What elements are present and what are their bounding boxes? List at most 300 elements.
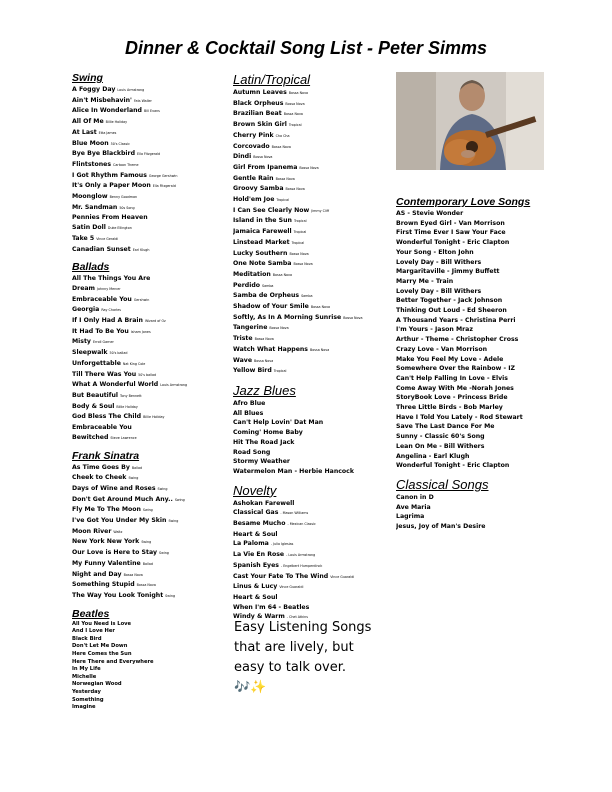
section-beatles [72,608,232,712]
song-item [233,345,393,356]
song-note: Ray Charles [101,308,121,313]
guitarist-photo [396,72,544,170]
song-title: All Blues [233,409,264,417]
song-title: Dindi [233,153,252,161]
song-note: Ella Fitzgerald [152,184,176,189]
song-item [233,238,393,249]
song-item [396,238,556,248]
song-item [233,438,393,448]
song-title: Cheek to Cheek [72,474,127,482]
song-item [72,370,232,381]
song-item [233,206,393,217]
song-title: Bye Bye Blackbird [72,150,136,158]
song-title: Crazy Love - Van Morrison [396,345,488,353]
song-item [72,697,232,705]
song-title: Spanish Eyes [233,561,279,569]
song-title: Norwegian Wood [72,681,122,688]
song-item [233,572,393,583]
song-title: Something Stupid [72,581,135,589]
song-item [396,461,556,471]
song-title: Embraceable You [72,424,132,432]
song-item [72,433,232,444]
song-title: Flintstones [72,160,112,168]
song-item [233,99,393,110]
song-title: Besame Mucho [233,520,286,528]
song-item [72,402,232,413]
section-heading: Classical Songs [396,476,489,492]
song-note: Tropical [293,230,307,235]
song-item [233,227,393,238]
song-title: AS - Stevie Wonder [396,210,464,217]
song-note: Bossa Nova [283,112,303,117]
song-note: Cha Cha [275,133,290,138]
song-title: At Last [72,128,97,136]
song-note: Samba [262,283,274,288]
song-title: Here There and Everywhere [72,658,154,665]
song-note: Swing [165,593,176,598]
song-title: Somewhere Over the Rainbow - IZ [396,365,516,373]
song-note: Bossa Nova [136,583,156,588]
song-title: Autumn Leaves [233,89,287,96]
section-heading: Frank Sinatra [72,449,140,462]
guitarist-photo-icon [396,72,544,170]
song-item [233,356,393,367]
song-item [233,291,393,302]
song-list [233,499,393,623]
song-note: Bossa Nova [293,262,313,267]
song-item [233,530,393,540]
song-title: My Funny Valentine [72,559,141,567]
song-title: Angelina - Earl Klugh [396,452,470,460]
song-item [233,88,393,99]
song-title: Softly, As In A Morning Sunrise [233,313,342,321]
song-title: First Time Ever I Saw Your Face [396,229,506,237]
song-title: Wave [233,356,253,364]
section-jazz-blues [233,383,393,477]
song-note: Bossa Nova [269,326,289,331]
song-note: Swing [142,508,153,513]
song-title: Sunny - Classic 60's Song [396,433,485,441]
song-item [396,306,556,316]
song-title: Your Song - Elton John [396,248,474,256]
song-item [396,503,556,513]
song-item [72,628,232,636]
song-title: Stormy Weather [233,458,290,466]
song-item [72,245,232,256]
song-item [233,399,393,409]
song-note: Isham Jones [130,329,151,334]
song-title: Brazilian Beat [233,110,282,118]
song-title: Samba de Orpheus [233,292,300,300]
song-title: Perdido [233,281,261,289]
song-note: Swing [158,551,169,556]
song-title: What A Wonderful World [72,381,159,389]
song-item [72,181,232,192]
song-note: Bossa Nova [285,187,305,192]
song-title: Black Orpheus [233,99,284,107]
song-title: Misty [72,338,91,346]
song-item [72,505,232,516]
song-title: Ave Maria [396,503,431,511]
song-title: Brown Eyed Girl - Van Morrison [396,219,505,227]
song-note: Vince Guaraldi [279,585,304,590]
song-title: Yellow Bird [233,367,272,375]
song-item [72,359,232,370]
song-title: Shadow of Your Smile [233,303,309,311]
song-item [233,519,393,530]
song-title: Lucky Southern [233,249,288,257]
song-item [72,337,232,348]
song-title: Michelle [72,673,97,680]
song-note: Etta James [98,130,117,135]
song-item [396,374,556,384]
song-note: Vince Geraldi [96,236,119,241]
song-title: Cast Your Fate To The Wind [233,572,329,580]
song-title: I've Got You Under My Skin [72,517,167,525]
song-title: As Time Goes By [72,463,130,471]
song-list [72,85,232,255]
song-title: Gentle Rain [233,174,274,182]
song-title: And I Love Her [72,628,115,635]
song-item [72,234,232,245]
song-list [72,621,232,712]
song-item [72,473,232,484]
song-title: Canadian Sunset [72,245,131,253]
song-note: Steve Lawrence [110,435,137,440]
song-title: Here Comes the Sun [72,651,132,658]
song-item [396,393,556,403]
song-title: Island in the Sun [233,217,292,225]
song-title: Marry Me - Train [396,277,454,285]
song-item [396,413,556,423]
section-latin-tropical [233,72,393,377]
song-title: Thinking Out Loud - Ed Sheeron [396,307,507,315]
song-title: If I Only Had A Brain [72,317,143,325]
song-item [72,203,232,214]
song-note: 50's Classic [110,141,130,146]
song-title: Can't Help Falling In Love - Elvis [396,374,508,382]
song-note: - Louis Armstrong [286,553,316,558]
song-title: All The Things You Are [72,275,151,283]
song-title: A Foggy Day [72,86,116,93]
section-gap [396,532,556,538]
song-note: Bossa Nova [271,144,291,149]
song-note: George Gershwin [148,173,178,178]
song-item [72,274,232,284]
song-title: Three Little Birds - Bob Marley [396,404,503,412]
song-item [72,689,232,697]
song-note: Cartoon Theme [113,162,139,167]
song-title: Lean On Me - Bill Withers [396,442,485,450]
song-item [72,348,232,359]
song-item [72,559,232,570]
section-heading: Latin/Tropical [233,72,311,87]
song-note: Bossa Nova [275,176,295,181]
song-title: Mr. Sandman [72,203,118,211]
right-column [396,196,556,538]
song-item [72,591,232,602]
song-note: Bossa Nova [309,347,330,352]
section-heading: Ballads [72,261,110,274]
song-item [396,384,556,394]
song-item [396,335,556,345]
song-item [396,209,556,219]
song-item [233,457,393,467]
song-item [233,302,393,313]
song-title: Don't Let Me Down [72,643,128,650]
song-title: Imagine [72,704,96,711]
song-note: Swing [157,486,168,491]
song-title: Canon in D [396,493,434,501]
song-note: Ballad [142,561,153,566]
section-heading: Beatles [72,607,110,620]
song-title: I Got Rhythm Famous [72,171,147,179]
song-item [72,305,232,316]
song-title: Ashokan Farewell [233,499,295,507]
song-item [72,704,232,712]
section-heading: Novelty [233,482,277,498]
song-item [233,409,393,419]
song-title: Heart & Soul [233,593,278,601]
song-title: Linstead Market [233,238,290,246]
song-item [233,539,393,550]
song-title: Dream [72,284,96,292]
song-title: Body & Soul [72,402,115,410]
song-item [233,448,393,458]
song-item [396,522,556,532]
song-note: Swing [141,540,152,545]
song-note: Ella Fitzgerald [137,152,161,157]
song-title: Groovy Samba [233,185,284,193]
song-note: 50's ballad [109,351,128,356]
song-note: Waltz [113,529,123,534]
song-note: Bossa Nova [272,272,293,277]
section-heading: Contemporary Love Songs [396,196,531,208]
song-item [72,223,232,234]
song-title: Can't Help Lovin' Dat Man [233,419,324,427]
song-title: Cherry Pink [233,131,274,139]
song-title: One Note Samba [233,260,292,268]
song-title: Lovely Day - Bill Withers [396,287,482,295]
song-item [233,499,393,509]
song-item [233,467,393,477]
song-title: StoryBook Love - Princess Bride [396,394,508,402]
song-title: Tangerine [233,324,268,332]
section-heading: Jazz Blues [233,382,296,398]
section-ballads [72,261,232,443]
song-item [72,666,232,674]
song-title: Classical Gas [233,509,279,517]
song-list [233,399,393,477]
song-item [233,313,393,324]
song-note: - Julio Iglesias [270,542,294,547]
song-note: - Mexican Classic [287,522,316,527]
song-item [396,258,556,268]
song-note: Bossa Nova [288,91,309,95]
song-note: - Engelbert Humperdinck [280,563,323,568]
song-note: Swing [168,519,179,524]
song-note: Samba [301,294,313,299]
song-note: Johnny Mercer [97,286,121,291]
song-item [72,484,232,495]
song-item [233,195,393,206]
song-title: Watermelon Man - Herbie Hancock [233,467,354,475]
song-note: Bossa Nova [123,572,143,577]
song-item [396,493,556,503]
song-title: Take 5 [72,234,95,242]
song-title: Moon River [72,527,112,535]
song-item [72,643,232,651]
song-note: Louis Armstrong [117,88,145,92]
song-note: Swing [174,497,185,502]
song-title: Jamaica Farewell [233,228,292,236]
song-title: La Paloma [233,540,269,548]
song-item [72,580,232,591]
song-note: Bossa Nova [343,315,363,320]
song-note: Nat King Cole [122,361,146,366]
song-note: Wizard of Oz [144,319,166,324]
song-title: Yesterday [72,688,101,695]
song-item [233,582,393,593]
song-note: Bossa Nova [289,251,309,256]
song-title: When I'm 64 - Beatles [233,603,310,611]
song-item [233,550,393,561]
song-item [233,334,393,345]
song-item [72,495,232,506]
page-title: Dinner & Cocktail Song List - Peter Simms [124,38,488,58]
song-title: Jesus, Joy of Man's Desire [396,523,486,531]
song-title: I'm Yours - Jason Mraz [396,326,473,334]
song-note: Bossa Nova [299,165,319,170]
section-gap [72,712,232,718]
song-item [233,603,393,613]
section-classical-songs [396,477,556,532]
left-column [72,72,232,718]
song-title: God Bless The Child [72,413,142,421]
song-title: Sleepwalk [72,349,108,357]
song-note: Earl Klugh [132,247,150,252]
section-swing [72,72,232,255]
song-item [396,228,556,238]
song-note: 50's ballad [138,372,157,377]
song-item [233,593,393,603]
song-title: New York New York [72,538,140,546]
song-item [233,418,393,428]
song-title: Our Love is Here to Stay [72,549,157,557]
song-item [72,128,232,139]
song-item [233,131,393,142]
song-title: Till There Was You [72,370,137,378]
section-heading: Swing [72,72,103,84]
song-title: Triste [233,335,253,343]
song-item [72,391,232,402]
song-item [72,621,232,629]
song-title: Linus & Lucy [233,583,278,591]
song-item [233,249,393,260]
song-item [72,96,232,107]
song-title: La Vie En Rose [233,551,285,559]
song-title: Margaritaville - Jimmy Buffett [396,268,500,276]
song-title: Coming' Home Baby [233,429,303,437]
song-item [396,512,556,522]
song-title: Girl From Ipanema [233,163,298,171]
song-item [72,295,232,306]
song-note: Ballad [131,465,143,470]
song-title: Afro Blue [233,399,266,407]
section-contemporary-love-songs [396,196,556,471]
song-item [72,516,232,527]
song-list [72,463,232,602]
song-title: Have I Told You Lately - Rod Stewart [396,413,523,421]
song-item [396,345,556,355]
song-title: Satin Doll [72,224,106,232]
song-item [72,106,232,117]
song-list [396,209,556,471]
song-item [72,651,232,659]
song-note: Billie Holiday [116,404,138,409]
song-note: Erroll Garner [92,340,114,345]
song-title: Save The Last Dance For Me [396,423,495,431]
song-item [72,636,232,644]
song-item [396,355,556,365]
song-title: Moonglow [72,193,108,201]
song-item [396,403,556,413]
song-title: Lagrima [396,513,425,521]
song-item [72,412,232,423]
song-title: Come Away With Me -Norah Jones [396,384,514,392]
song-item [72,659,232,667]
song-note: Tropical [293,219,307,224]
song-item [233,216,393,227]
song-note: Vince Guaraldi [330,574,355,579]
song-item [396,248,556,258]
song-item [396,422,556,432]
song-item [396,219,556,229]
song-item [396,296,556,306]
song-item [72,423,232,433]
song-title: Blue Moon [72,139,109,147]
song-item [396,267,556,277]
song-note: Bossa Nova [310,305,331,310]
song-item [72,160,232,171]
song-title: Better Together - Jack Johnson [396,297,503,305]
song-note: Tropical [288,123,302,128]
song-title: Hold'em Joe [233,196,275,204]
song-title: Black Bird [72,635,102,642]
song-note: Duke Ellington [107,226,132,231]
song-note: Fats Waller [133,98,152,103]
song-title: Brown Skin Girl [233,121,287,129]
song-note: Billie Holiday [143,415,165,420]
song-title: Corcovado [233,142,270,150]
song-note: - Mason Williams [280,511,309,516]
song-title: I Can See Clearly Now [233,206,310,214]
song-item [72,327,232,338]
song-item [396,325,556,335]
song-title: Meditation [233,270,271,278]
song-title: Don't Get Around Much Any.. [72,495,173,503]
song-title: Night and Day [72,570,122,578]
song-title: Pennies From Heaven [72,214,148,222]
song-title: Days of Wine and Roses [72,484,156,492]
song-item [72,674,232,682]
song-title: Bewitched [72,433,109,441]
song-list [396,493,556,532]
song-item [72,527,232,538]
song-note: Tropical [276,198,290,203]
song-title: Ain't Misbehavin' [72,96,132,104]
song-list [72,274,232,443]
